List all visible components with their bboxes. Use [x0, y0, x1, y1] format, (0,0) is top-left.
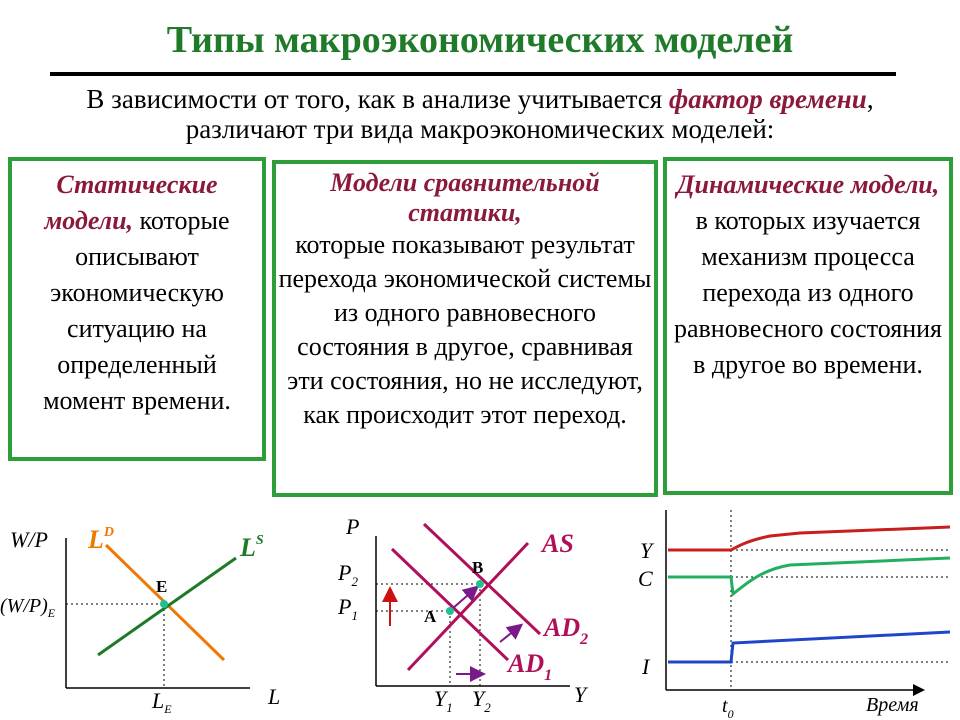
graph1-y-label: W/P	[10, 527, 48, 552]
comparative-statics-text: которые показывают результат перехода экономической системы из одного равновесного состояния в другое, сравнивая эти состояния, но не исследуют, как происходит этот переход.	[278, 230, 652, 429]
intro-time-factor: фактор времени	[668, 84, 867, 114]
graph1-equilibrium-point	[160, 600, 168, 608]
graph1-eq-wage-label: $(W/P)_E$	[0, 595, 56, 620]
graph2-point-b-label: B	[472, 558, 484, 577]
labor-market-graph	[0, 525, 280, 716]
graph1-x-label: L	[268, 684, 281, 709]
graph2-point-a-label: A	[424, 607, 437, 626]
graph3-i-label: I	[642, 654, 650, 679]
aggregate-supply-label: AS	[542, 529, 574, 558]
output-y-line	[668, 527, 950, 550]
static-models-heading: Статические модели,	[44, 170, 218, 235]
aggregate-demand-1-label: $AD_1$	[508, 649, 553, 684]
labor-demand-label: $L^D$	[88, 525, 115, 554]
graph2-x-label: Y	[574, 682, 587, 707]
aggregate-demand-2-curve	[424, 524, 540, 634]
consumption-c-line	[668, 558, 950, 594]
aggregate-demand-2-label: $AD_2$	[544, 613, 589, 648]
graph3-t0-label: $t_0$	[722, 695, 734, 720]
aggregate-demand-1-curve	[392, 549, 508, 660]
dynamics-graph	[638, 510, 950, 720]
static-models-text: которые описывают экономическую ситуацию на определенный момент времени.	[43, 206, 231, 415]
graph3-c-label: C	[638, 566, 653, 591]
graph3-y-label: Y	[640, 538, 653, 563]
graph2-point-a	[446, 607, 454, 615]
ad-as-graph	[337, 514, 589, 715]
graph2-p2-label: $P_2$	[338, 560, 358, 589]
labor-supply-label: $L^S$	[240, 533, 264, 562]
graph2-y2-label: $Y_2$	[472, 686, 491, 715]
comparative-statics-heading: Модели сравнительной статики,	[330, 168, 600, 227]
graph1-eq-employment-label: $L_E$	[152, 688, 172, 716]
intro-line2: различают три вида макроэкономических моделей:	[185, 114, 775, 144]
intro-line1-start: В зависимости от того, как в анализе учитывается	[86, 84, 669, 114]
dynamic-models-text: в которых изучается механизм процесса перехода из одного равновесного состояния в другое во времени.	[673, 206, 942, 379]
graph1-eq-label: E	[156, 577, 168, 596]
graph2-p1-label: $P_1$	[338, 594, 358, 623]
graph2-point-b	[476, 580, 484, 588]
page-title: Типы макроэкономических моделей	[166, 19, 794, 61]
graph3-time-label: Время	[866, 694, 919, 716]
graph2-y-label: P	[346, 514, 360, 539]
intro-line1-end: ,	[866, 84, 874, 114]
investment-i-line	[668, 632, 950, 662]
graph2-ad-shift-arrow	[500, 626, 520, 642]
graph2-shift-arrow-ab	[452, 588, 476, 609]
graph2-y1-label: $Y_1$	[434, 686, 453, 715]
dynamic-models-heading: Динамические модели,	[676, 170, 940, 199]
